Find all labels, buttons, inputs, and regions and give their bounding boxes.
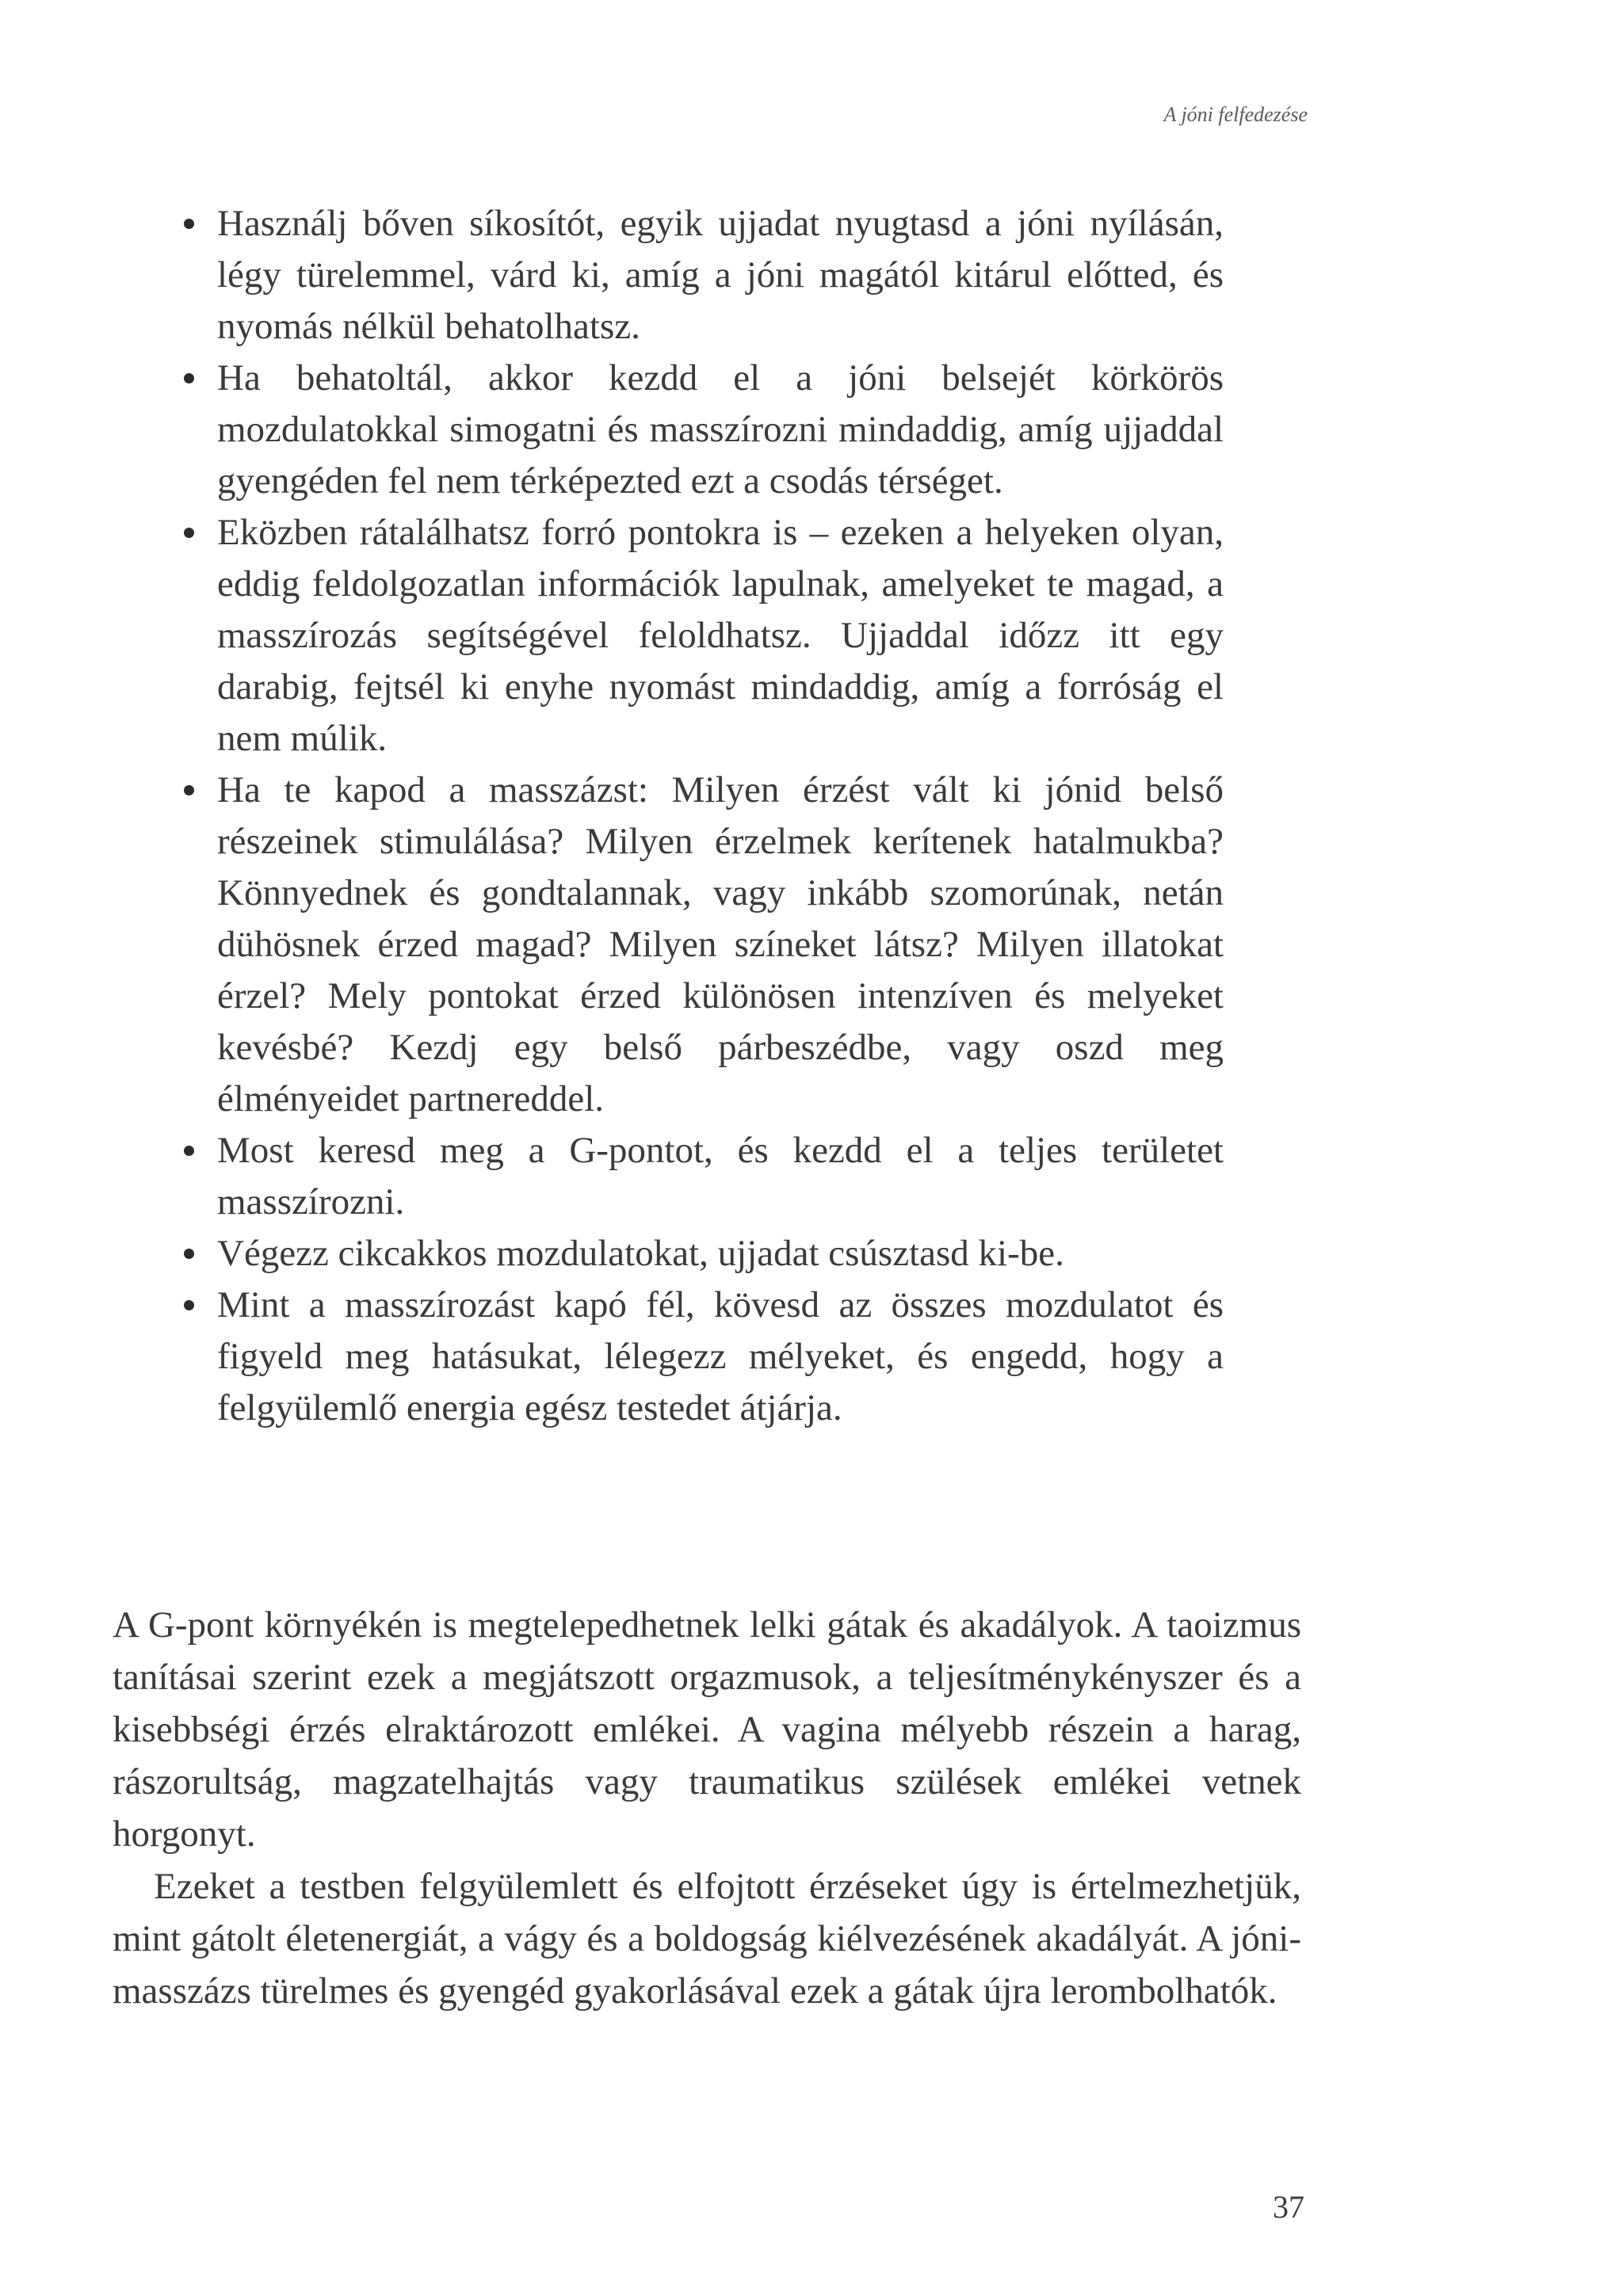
bullet-icon bbox=[184, 785, 194, 795]
paragraph: Ezeket a testben felgyülemlett és elfojtott érzéseket úgy is értelmezhetjük, mint gátolt életenergiát, a vágy és a boldogság kiélvezésének akadályát. A jóni-masszázs türelmes és gyengéd gyakorlásával ezek a gátak újra lerombolhatók. bbox=[113, 1866, 1301, 2012]
bullet-icon bbox=[184, 1249, 194, 1259]
paragraph: A G-pont környékén is megtelepedhetnek lelki gátak és akadályok. A taoizmus tanításai szerint ezek a megjátszott orgazmusok, a teljesítménykényszer és a kisebbségi érzés elraktározott emlékei. A vagina mélyebb részein a harag, rászorultság, magzatelhajtás vagy traumatikus szülések emlékei vetnek horgonyt. bbox=[113, 1604, 1301, 1855]
bullet-icon bbox=[184, 1300, 194, 1310]
bullet-icon bbox=[184, 1146, 194, 1156]
list-item-text: Most keresd meg a G-pontot, és kezdd el a teljes területet masszírozni. bbox=[217, 1130, 1224, 1222]
bullet-icon bbox=[184, 528, 194, 538]
running-header: A jóni felfedezése bbox=[1163, 103, 1308, 126]
bullet-icon bbox=[184, 373, 194, 383]
list-item bbox=[184, 353, 1224, 507]
list-item-text: Használj bőven síkosítót, egyik ujjadat nyugtasd a jóni nyílásán, légy türelemmel, várd ki, amíg a jóni magától kitárul előtted, és nyomás nélkül behatolhatsz. bbox=[217, 203, 1224, 347]
list-item-text: Ha behatoltál, akkor kezdd el a jóni belsejét körkörös mozdulatokkal simogatni és masszírozni mindaddig, amíg ujjaddal gyengéden fel nem térképezted ezt a csodás térséget. bbox=[217, 357, 1224, 502]
list-item bbox=[184, 1125, 1224, 1228]
list-item-text: Eközben rátalálhatsz forró pontokra is – ezeken a helyeken olyan, eddig feldolgozatlan információk lapulnak, amelyeket te magad, a masszírozás segítségével feloldhatsz. Ujjaddal időzz itt egy darabig, fejtsél ki enyhe nyomást mindaddig, amíg a forróság el nem múlik. bbox=[217, 512, 1224, 759]
list-item-text: Ha te kapod a masszázst: Milyen érzést vált ki jónid belső részeinek stimulálása? Milyen érzelmek kerítenek hatalmukba? Könnyednek és gondtalannak, vagy inkább szomorúnak, netán dühösnek érzed magad? Milyen színeket látsz? Milyen illatokat érzel? Mely pontokat érzed különösen intenzíven és melyeket kevésbé? Kezdj egy belső párbeszédbe, vagy oszd meg élményeidet partnereddel. bbox=[217, 769, 1224, 1119]
bullet-icon bbox=[184, 219, 194, 229]
list-item bbox=[184, 1228, 1224, 1280]
page-number: 37 bbox=[1273, 2189, 1304, 2225]
list-item bbox=[184, 198, 1224, 353]
list-item bbox=[184, 507, 1224, 765]
list-item bbox=[184, 1280, 1224, 1434]
list-item bbox=[184, 765, 1224, 1125]
body-text bbox=[113, 1599, 1301, 2017]
list-item-text: Végezz cikcakkos mozdulatokat, ujjadat csúsztasd ki-be. bbox=[217, 1233, 1064, 1274]
list-item-text: Mint a masszírozást kapó fél, kövesd az összes mozdulatot és figyeld meg hatásukat, lélegezz mélyeket, és engedd, hogy a felgyülemlő energia egész testedet átjárja. bbox=[217, 1284, 1224, 1428]
bullet-list bbox=[184, 198, 1224, 1434]
